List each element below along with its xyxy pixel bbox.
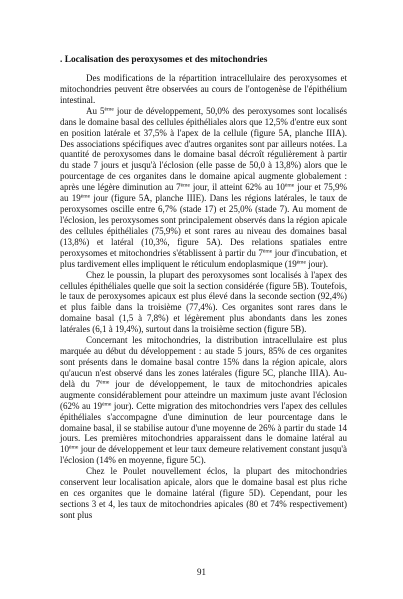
text-run: Chez le poussin, la plupart des peroxysomes sont localisés à l'apex des cellules épithéliales quelle que soit la section considérée (figure 5B). Toutefois, le taux de peroxysomes apicaux est plus élevé dans la seconde section (92,4%) et plus faible dans la troisième (77,4%). Ces organites sont rares dans le domaine basal (1,5 à 7,8%) et légèrement plus abondants dans les zones latérales (6,1 à 19,4%), surtout dans la troisième section (figure 5B). — [60, 269, 347, 335]
paragraph — [60, 335, 347, 466]
paragraph — [60, 270, 347, 336]
text-run: jour et 75,9% au 19 — [60, 182, 348, 204]
text-run: Au 5 — [86, 105, 105, 116]
superscript: ème — [102, 401, 112, 408]
superscript: ème — [262, 248, 273, 255]
paragraph — [60, 73, 347, 106]
paragraph — [60, 106, 347, 270]
superscript: ème — [80, 193, 91, 200]
superscript: ème — [296, 259, 307, 266]
body-text — [60, 73, 347, 521]
section-heading: . Localisation des peroxysomes et des mitochondries — [60, 55, 268, 65]
text-run: jour). Cette migration des mitochondries vers l'apex des cellules épithéliales s'accompagne d'une diminution de leur pourcentage dans le domaine basal, il se stabilise autour d'une moyenne de 26% à partir du stade 14 jours. Les premières mitochondries apparaissent dans le domaine latéral au 10 — [60, 400, 347, 455]
superscript: ème — [104, 106, 114, 113]
page-number: 91 — [197, 567, 206, 577]
superscript: ème — [180, 182, 190, 189]
text-run: Des modifications de la répartition intracellulaire des peroxysomes et mitochondries peuvent être observées au cours de l'ontogenèse de l'épithélium intestinal. — [60, 73, 347, 105]
text-run: jour de développement, 50,0% des peroxysomes sont localisés dans le domaine basal des cellules épithéliales alors que 12,5% d'entre eux sont en position latérale et 37,5% à l'apex de la cellule (figure 5A, planche IIIA). Des associations spécifiques avec d'autres organites sont par ailleurs notées. La quantité de peroxysomes dans le domaine basal décroît régulièrement à partir du stade 7 jours et jusqu'à l'éclosion (elle passe de 50,0 à 13,8%) alors que le pourcentage de ces organites dans le domaine apical augmente globalement : après une légère diminution au 7 — [60, 105, 348, 193]
text-run: Concernant les mitochondries, la distribution intracellulaire est plus marquée au début du développement : au stade 5 jours, 85% de ces organites sont présents dans le domaine basal contre 15% dans la région apicale, alors qu'aucun n'est observé dans les zones latérales (figure 5C, planche IIIA). Au-delà du 7 — [60, 335, 347, 389]
text-run: jour d'incubation, et plus tardivement elles impliquent le réticulum endoplasmique (19 — [60, 247, 348, 269]
text-run: jour, il atteint 62% au 10 — [190, 182, 285, 193]
superscript: ème — [69, 444, 79, 451]
text-run: jour). — [306, 258, 329, 269]
superscript: ème — [100, 379, 110, 386]
paragraph — [60, 466, 347, 521]
text-run: Chez le Poulet nouvellement éclos, la plupart des mitochondries conservent leur localisation apicale, alors que le domaine basal est plus riche en ces organites que le domaine latéral (figure 5D). Cependant, pour les sections 3 et 4, les taux de mitochondries apicales (80 et 74% respectivement) sont plus — [60, 466, 347, 520]
text-run: jour (figure 5A, planche IIIE). Dans les régions latérales, le taux de peroxysomes oscille entre 6,7% (stade 17) et 25,0% (stade 7). Au moment de l'éclosion, les peroxysomes sont principalement observés dans la région apicale des cellules épithéliales (75,9%) et sont rares au niveau des domaines basal (13,8%) et latéral (10,3%, figure 5A). Des relations spatiales entre peroxysomes et mitochondries s'établissent à partir du 7 — [60, 193, 347, 258]
text-run: jour de développement, le taux de mitochondries apicales augmente considérablement pour atteindre un maximum juste avant l'éclosion (62% au 19 — [60, 378, 347, 411]
text-run: jour de développement et leur taux demeure relativement constant jusqu'à l'éclosion (14% en moyenne, figure 5C). — [60, 444, 347, 466]
superscript: ème — [284, 182, 295, 189]
